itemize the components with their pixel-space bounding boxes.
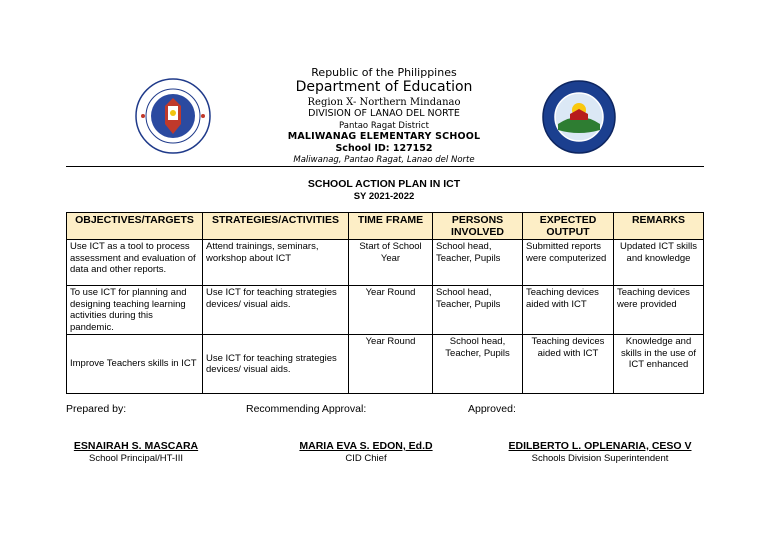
column-header: EXPECTED OUTPUT (523, 213, 614, 240)
recommending-approval-label: Recommending Approval: (246, 403, 367, 415)
table-cell: School head, Teacher, Pupils (433, 240, 523, 286)
table-row (67, 240, 704, 286)
table-cell: To use ICT for planning and designing teaching learning activities during this pandemic. (67, 286, 203, 335)
column-header: REMARKS (614, 213, 704, 240)
column-header: TIME FRAME (349, 213, 433, 240)
region-heading: Region X- Northern Mindanao (307, 97, 461, 108)
table-cell: Updated ICT skills and knowledge (614, 240, 704, 286)
action-plan-table (66, 212, 704, 394)
table-cell: Attend trainings, seminars, workshop about ICT (203, 240, 349, 286)
table-cell: Year Round (349, 286, 433, 335)
table-cell: Teaching devices aided with ICT (523, 335, 614, 394)
table-cell: Use ICT as a tool to process assessment and evaluation of data and other reports. (67, 240, 203, 286)
table-header-row (67, 213, 704, 240)
table-cell: Year Round (349, 335, 433, 394)
school-year: SY 2021-2022 (353, 191, 415, 202)
column-header: PERSONS INVOLVED (433, 213, 523, 240)
recommending-role: CID Chief (345, 453, 387, 464)
table-cell: School head, Teacher, Pupils (433, 286, 523, 335)
approved-role: Schools Division Superintendent (531, 453, 669, 464)
department-heading: Department of Education (295, 79, 473, 95)
table-row (67, 286, 704, 335)
table-cell: Teaching devices were provided (614, 286, 704, 335)
table-cell: Submitted reports were computerized (523, 240, 614, 286)
school-id: School ID: 127152 (335, 143, 433, 154)
school-address: Maliwanag, Pantao Ragat, Lanao del Norte (293, 155, 475, 165)
column-header: STRATEGIES/ACTIVITIES (203, 213, 349, 240)
table-cell: Use ICT for teaching strategies devices/ visual aids. (203, 335, 349, 394)
prepared-by-name: ESNAIRAH S. MASCARA (73, 440, 199, 452)
table-cell: Start of School Year (349, 240, 433, 286)
column-header: OBJECTIVES/TARGETS (67, 213, 203, 240)
recommending-name: MARIA EVA S. EDON, Ed.D (299, 440, 433, 452)
prepared-by-label: Prepared by: (66, 403, 127, 415)
approved-label: Approved: (468, 403, 516, 415)
table-cell: Improve Teachers skills in ICT (67, 335, 203, 394)
table-cell: Teaching devices aided with ICT (523, 286, 614, 335)
header-divider (66, 166, 704, 167)
table-cell: Knowledge and skills in the use of ICT enhanced (614, 335, 704, 394)
district-heading: Pantao Ragat District (339, 121, 429, 131)
table-cell: School head, Teacher, Pupils (433, 335, 523, 394)
document-title: SCHOOL ACTION PLAN IN ICT (307, 178, 461, 190)
table-cell: Use ICT for teaching strategies devices/ visual aids. (203, 286, 349, 335)
approved-name: EDILBERTO L. OPLENARIA, CESO V (508, 440, 692, 452)
division-heading: DIVISION OF LANAO DEL NORTE (308, 108, 460, 119)
republic-heading: Republic of the Philippines (311, 66, 457, 79)
prepared-by-role: School Principal/HT-III (89, 453, 183, 464)
school-name: MALIWANAG ELEMENTARY SCHOOL (287, 131, 481, 142)
table-row (67, 335, 704, 394)
